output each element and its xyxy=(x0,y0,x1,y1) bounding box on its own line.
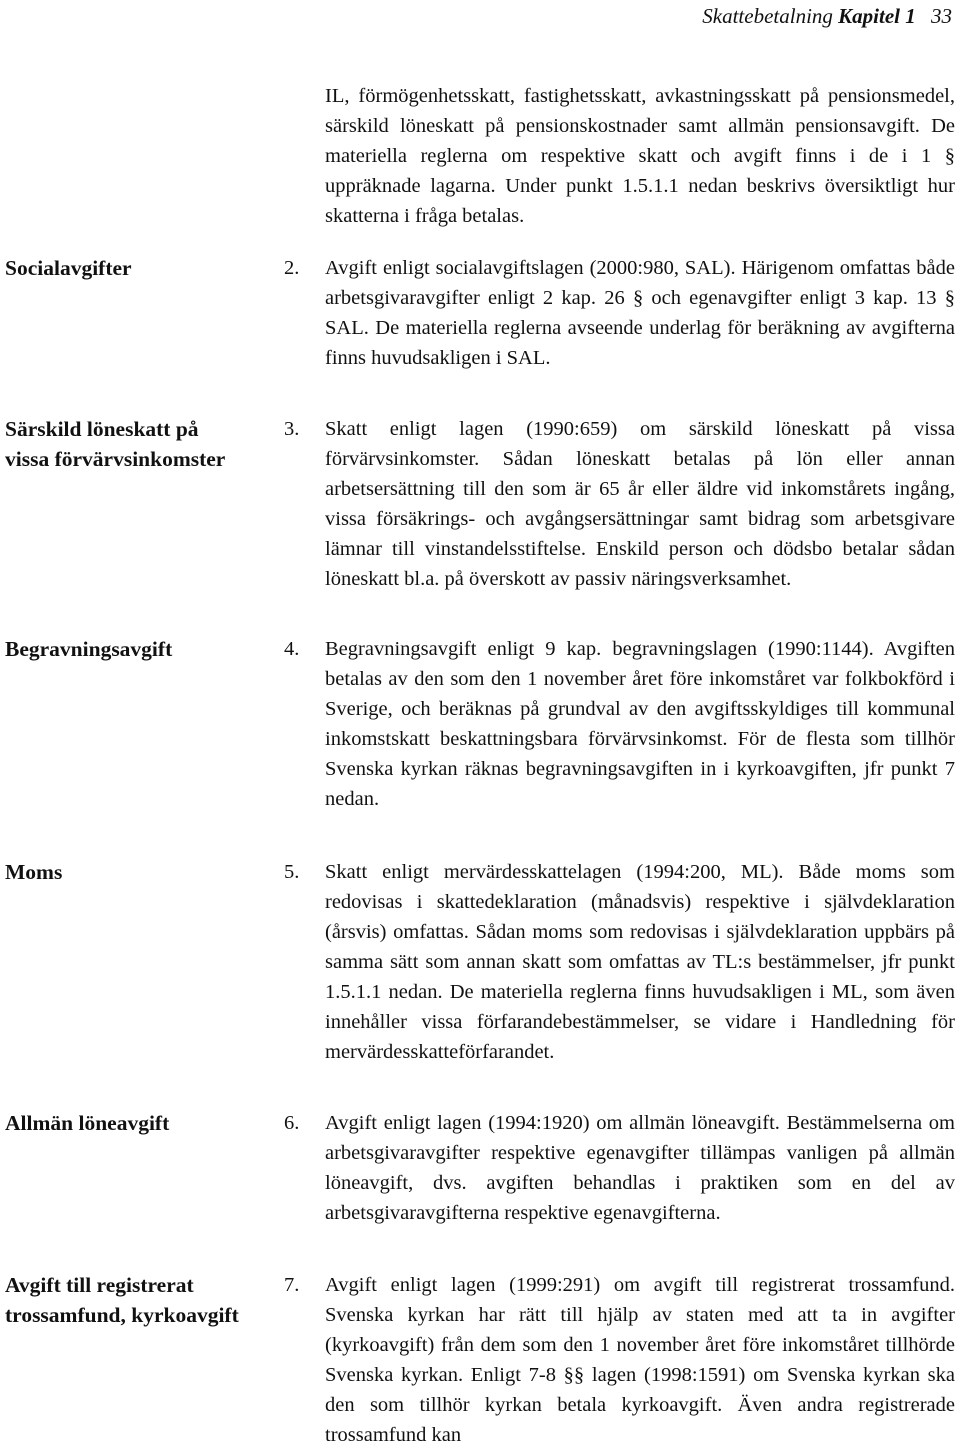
item-text: Skatt enligt mervärdesskattelagen (1994:200, ML). Både moms som redovisas i skattedeklaration (månadsvis) respektive i självdeklaration (årsvis) omfattas. Sådan moms som redovisas i självdeklaration uppbärs på samma sätt som annan skatt som omfattas av TL:s bestämmelser, jfr punkt 1.5.1.1 nedan. De materiella reglerna finns huvudsakligen i ML, som även innehåller vissa förfarandebestämmelser, se vidare i Handledning för mervärdesskatteförfarandet. xyxy=(325,861,955,1063)
sidenote-moms: Moms xyxy=(5,860,63,884)
intro-paragraph xyxy=(325,60,955,251)
intro-text: IL, förmögenhetsskatt, fastighetsskatt, avkastningsskatt på pensionsmedel, särskild löneskatt på pensionskostnader samt allmän pensionsavgift. De materiella reglerna om respektive skatt och avgift finns i de i 1 § uppräknade lagarna. Under punkt 1.5.1.1 nedan beskrivs översiktligt hur skatterna i fråga betalas. xyxy=(325,84,955,227)
item-number: 5. xyxy=(284,861,300,883)
item-text: Skatt enligt lagen (1990:659) om särskild löneskatt på vissa förvärvsinkomster. Sådan löneskatt betalas på lön eller annan arbetsersättning till den som är 65 år eller äldre vid inkomstårets ingång, vissa försäkrings- och avgångsersättningar samt bidrag som arbetsgivare lämnar till vinstandelsstiftelse. Enskild person och dödsbo betalar sådan löneskatt bl.a. på överskott av passiv näringsverksamhet. xyxy=(325,418,955,590)
sidenote-kyrkoavgift: Avgift till registrerat trossamfund, kyrkoavgift xyxy=(5,1273,239,1327)
item-number: 2. xyxy=(284,257,300,279)
item-number: 7. xyxy=(284,1274,300,1296)
item-text: Avgift enligt lagen (1994:1920) om allmän löneavgift. Bestämmelserna om arbetsgivaravgifter respektive egenavgifter tillämpas vanligen på allmän löneavgift, dvs. avgiften behandlas i praktiken som en del av arbetsgivaravgifterna respektive egenavgifterna. xyxy=(325,1112,955,1224)
page-header xyxy=(702,2,952,30)
item-number: 6. xyxy=(284,1112,300,1134)
header-title: Skattebetalning xyxy=(702,4,833,28)
item-number: 4. xyxy=(284,638,300,660)
item-text: Avgift enligt socialavgiftslagen (2000:980, SAL). Härigenom omfattas både arbetsgivaravgifter enligt 2 kap. 26 § och egenavgifter enligt 3 kap. 13 § SAL. De materiella reglerna avseende underlag för beräkning av avgifterna finns huvudsakligen i SAL. xyxy=(325,257,955,369)
page-number: 33 xyxy=(931,4,952,28)
header-chapter: Kapitel 1 xyxy=(838,4,916,28)
sidenote-begravningsavgift: Begravningsavgift xyxy=(5,637,173,661)
item-text: Avgift enligt lagen (1999:291) om avgift till registrerat trossamfund. Svenska kyrkan har rätt till hjälp av staten med att ta in avgifter (kyrkoavgift) från dem som den 1 november året före inkomståret tillhörde Svenska kyrkan. Enligt 7-8 §§ lagen (1998:1591) om Svenska kyrkan ska den som tillhör kyrkan betala kyrkoavgift. Även andra registrerade trossamfund kan xyxy=(325,1274,955,1446)
item-text: Begravningsavgift enligt 9 kap. begravningslagen (1990:1144). Avgiften betalas av den som den 1 november året före inkomståret var folkbokförd i Sverige, och beräknas på grundval av den avgiftsskyldiges till kommunal inkomstskatt beskattningsbara förvärvsinkomst. För de flesta som tillhör Svenska kyrkan räknas begravningsavgiften in i kyrkoavgiften, jfr punkt 7 nedan. xyxy=(325,638,955,810)
item-number: 3. xyxy=(284,418,300,440)
sidenote-socialavgifter: Socialavgifter xyxy=(5,256,132,280)
sidenote-sarskild-loneskatt: Särskild löneskatt på vissa förvärvsinkomster xyxy=(5,417,226,471)
sidenote-allman-loneavgift: Allmän löneavgift xyxy=(5,1111,170,1135)
